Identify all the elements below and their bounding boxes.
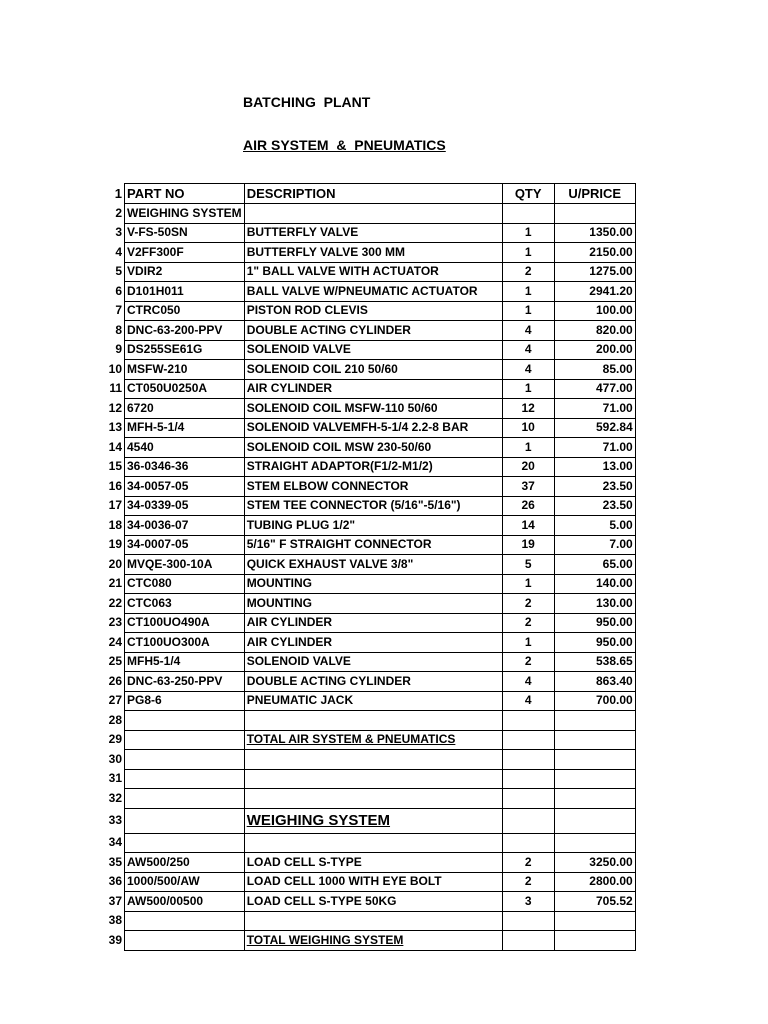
- table-row: [98, 438, 635, 458]
- unit-price-cell: 5.00: [554, 516, 635, 536]
- description-cell: [244, 789, 502, 809]
- qty-cell: 4: [502, 672, 554, 692]
- description-cell: TOTAL AIR SYSTEM & PNEUMATICS: [244, 730, 502, 750]
- unit-price-cell: 130.00: [554, 594, 635, 614]
- table-row: [98, 204, 635, 224]
- table-row: [98, 574, 635, 594]
- part-no-cell: 1000/500/AW: [125, 872, 245, 892]
- qty-cell: 1: [502, 243, 554, 263]
- part-no-cell: CT100UO490A: [125, 613, 245, 633]
- qty-cell: [502, 789, 554, 809]
- description-cell: BUTTERFLY VALVE: [244, 223, 502, 243]
- part-no-cell: WEIGHING SYSTEM: [125, 204, 245, 224]
- part-no-cell: DNC-63-200-PPV: [125, 321, 245, 341]
- description-cell: AIR CYLINDER: [244, 613, 502, 633]
- qty-cell: 2: [502, 652, 554, 672]
- qty-cell: 2: [502, 872, 554, 892]
- description-cell: 1" BALL VALVE WITH ACTUATOR: [244, 262, 502, 282]
- unit-price-cell: 2800.00: [554, 872, 635, 892]
- unit-price-cell: 23.50: [554, 496, 635, 516]
- row-number: 7: [115, 303, 122, 318]
- qty-cell: 2: [502, 594, 554, 614]
- part-no-cell: 34-0057-05: [125, 477, 245, 497]
- unit-price-cell: 950.00: [554, 613, 635, 633]
- row-number: 18: [108, 517, 122, 532]
- qty-cell: [502, 750, 554, 770]
- unit-price-cell: 1275.00: [554, 262, 635, 282]
- table-row: [98, 223, 635, 243]
- unit-price-cell: 200.00: [554, 340, 635, 360]
- description-cell: [244, 204, 502, 224]
- part-no-cell: 36-0346-36: [125, 457, 245, 477]
- unit-price-cell: 13.00: [554, 457, 635, 477]
- unit-price-cell: [554, 833, 635, 853]
- part-no-cell: [125, 833, 245, 853]
- qty-cell: 2: [502, 853, 554, 873]
- part-no-cell: 34-0339-05: [125, 496, 245, 516]
- unit-price-cell: 700.00: [554, 691, 635, 711]
- table-row: [98, 769, 635, 789]
- part-no-cell: CTC063: [125, 594, 245, 614]
- description-cell: LOAD CELL S-TYPE: [244, 853, 502, 873]
- description-cell: TOTAL WEIGHING SYSTEM: [244, 931, 502, 951]
- row-number: 12: [108, 400, 122, 415]
- row-number: 19: [108, 537, 122, 552]
- parts-table: [98, 183, 636, 951]
- qty-cell: 1: [502, 379, 554, 399]
- part-no-cell: V2FF300F: [125, 243, 245, 263]
- qty-cell: 4: [502, 360, 554, 380]
- unit-price-cell: [554, 911, 635, 931]
- part-no-cell: 6720: [125, 399, 245, 419]
- table-row: [98, 892, 635, 912]
- part-no-cell: DNC-63-250-PPV: [125, 672, 245, 692]
- description-cell: STRAIGHT ADAPTOR(F1/2-M1/2): [244, 457, 502, 477]
- unit-price-cell: 3250.00: [554, 853, 635, 873]
- table-row: [98, 872, 635, 892]
- part-no-cell: 34-0007-05: [125, 535, 245, 555]
- table-row: [98, 613, 635, 633]
- unit-price-cell: [554, 730, 635, 750]
- table-row: [98, 808, 635, 833]
- table-row: [98, 301, 635, 321]
- header-unit-price: U/PRICE: [554, 184, 635, 204]
- table-row: [98, 730, 635, 750]
- unit-price-cell: 140.00: [554, 574, 635, 594]
- row-number: 14: [108, 439, 122, 454]
- description-cell: [244, 911, 502, 931]
- description-cell: TUBING PLUG 1/2": [244, 516, 502, 536]
- part-no-cell: [125, 730, 245, 750]
- qty-cell: [502, 730, 554, 750]
- part-no-cell: 4540: [125, 438, 245, 458]
- description-cell: MOUNTING: [244, 594, 502, 614]
- table-row: [98, 399, 635, 419]
- qty-cell: 12: [502, 399, 554, 419]
- row-number: 17: [108, 498, 122, 513]
- table-row: [98, 243, 635, 263]
- table-row: [98, 711, 635, 731]
- row-number: 23: [108, 615, 122, 630]
- unit-price-cell: [554, 789, 635, 809]
- table-row: [98, 282, 635, 302]
- part-no-cell: CTRC050: [125, 301, 245, 321]
- table-row: [98, 262, 635, 282]
- unit-price-cell: 100.00: [554, 301, 635, 321]
- part-no-cell: PG8-6: [125, 691, 245, 711]
- document-title: BATCHING PLANT: [243, 94, 371, 110]
- row-number: 10: [108, 361, 122, 376]
- table-row: [98, 691, 635, 711]
- unit-price-cell: 65.00: [554, 555, 635, 575]
- parts-table-body: [98, 184, 635, 951]
- row-number: 5: [115, 264, 122, 279]
- table-row: [98, 321, 635, 341]
- unit-price-cell: 71.00: [554, 438, 635, 458]
- row-number: 37: [108, 893, 122, 908]
- table-row: [98, 535, 635, 555]
- description-cell: STEM TEE CONNECTOR (5/16"-5/16"): [244, 496, 502, 516]
- part-no-cell: MFH5-1/4: [125, 652, 245, 672]
- row-number: 24: [108, 634, 122, 649]
- description-cell: SOLENOID COIL 210 50/60: [244, 360, 502, 380]
- qty-cell: 1: [502, 223, 554, 243]
- unit-price-cell: 1350.00: [554, 223, 635, 243]
- part-no-cell: D101H011: [125, 282, 245, 302]
- unit-price-cell: 85.00: [554, 360, 635, 380]
- table-row: [98, 853, 635, 873]
- qty-cell: 4: [502, 321, 554, 341]
- description-cell: SOLENOID COIL MSW 230-50/60: [244, 438, 502, 458]
- description-cell: AIR CYLINDER: [244, 633, 502, 653]
- header-row: [98, 184, 635, 204]
- row-number: 6: [115, 283, 122, 298]
- table-row: [98, 652, 635, 672]
- table-row: [98, 672, 635, 692]
- qty-cell: 1: [502, 301, 554, 321]
- description-cell: SOLENOID VALVE: [244, 652, 502, 672]
- qty-cell: [502, 833, 554, 853]
- unit-price-cell: 2150.00: [554, 243, 635, 263]
- unit-price-cell: 705.52: [554, 892, 635, 912]
- description-cell: [244, 750, 502, 770]
- table-row: [98, 496, 635, 516]
- description-cell: LOAD CELL 1000 WITH EYE BOLT: [244, 872, 502, 892]
- unit-price-cell: 2941.20: [554, 282, 635, 302]
- qty-cell: [502, 931, 554, 951]
- qty-cell: 19: [502, 535, 554, 555]
- row-number: 30: [108, 751, 122, 766]
- part-no-cell: [125, 931, 245, 951]
- part-no-cell: CT050U0250A: [125, 379, 245, 399]
- row-number: 8: [115, 322, 122, 337]
- document-subtitle: AIR SYSTEM & PNEUMATICS: [243, 137, 446, 153]
- qty-cell: [502, 769, 554, 789]
- table-row: [98, 750, 635, 770]
- description-cell: 5/16" F STRAIGHT CONNECTOR: [244, 535, 502, 555]
- row-number: 13: [108, 420, 122, 435]
- row-number: 26: [108, 673, 122, 688]
- part-no-cell: MVQE-300-10A: [125, 555, 245, 575]
- description-cell: BALL VALVE W/PNEUMATIC ACTUATOR: [244, 282, 502, 302]
- qty-cell: [502, 711, 554, 731]
- qty-cell: 4: [502, 340, 554, 360]
- header-description: DESCRIPTION: [244, 184, 502, 204]
- table-row: [98, 516, 635, 536]
- part-no-cell: DS255SE61G: [125, 340, 245, 360]
- row-number: 28: [108, 712, 122, 727]
- qty-cell: 5: [502, 555, 554, 575]
- row-number: 29: [108, 732, 122, 747]
- table-row: [98, 340, 635, 360]
- table-row: [98, 379, 635, 399]
- part-no-cell: CTC080: [125, 574, 245, 594]
- row-number: 2: [115, 205, 122, 220]
- qty-cell: 20: [502, 457, 554, 477]
- table-row: [98, 633, 635, 653]
- description-cell: [244, 769, 502, 789]
- unit-price-cell: 950.00: [554, 633, 635, 653]
- description-cell: WEIGHING SYSTEM: [244, 808, 502, 833]
- qty-cell: [502, 808, 554, 833]
- unit-price-cell: [554, 711, 635, 731]
- part-no-cell: [125, 789, 245, 809]
- qty-cell: 1: [502, 438, 554, 458]
- table-row: [98, 789, 635, 809]
- qty-cell: [502, 911, 554, 931]
- qty-cell: 1: [502, 633, 554, 653]
- description-cell: SOLENOID VALVEMFH-5-1/4 2.2-8 BAR: [244, 418, 502, 438]
- row-number: 39: [108, 932, 122, 947]
- table-row: [98, 911, 635, 931]
- row-number: 38: [108, 913, 122, 928]
- row-number: 3: [115, 225, 122, 240]
- row-number: 36: [108, 874, 122, 889]
- unit-price-cell: 477.00: [554, 379, 635, 399]
- row-number: 33: [108, 813, 122, 827]
- part-no-cell: AW500/250: [125, 853, 245, 873]
- description-cell: AIR CYLINDER: [244, 379, 502, 399]
- part-no-cell: VDIR2: [125, 262, 245, 282]
- description-cell: DOUBLE ACTING CYLINDER: [244, 321, 502, 341]
- part-no-cell: CT100UO300A: [125, 633, 245, 653]
- row-number: 15: [108, 459, 122, 474]
- table-row: [98, 418, 635, 438]
- row-number: 31: [108, 771, 122, 786]
- unit-price-cell: 820.00: [554, 321, 635, 341]
- part-no-cell: [125, 769, 245, 789]
- qty-cell: 14: [502, 516, 554, 536]
- unit-price-cell: 863.40: [554, 672, 635, 692]
- description-cell: PNEUMATIC JACK: [244, 691, 502, 711]
- part-no-cell: [125, 911, 245, 931]
- unit-price-cell: [554, 750, 635, 770]
- description-cell: STEM ELBOW CONNECTOR: [244, 477, 502, 497]
- header-part-no: PART NO: [125, 184, 245, 204]
- part-no-cell: MSFW-210: [125, 360, 245, 380]
- part-no-cell: AW500/00500: [125, 892, 245, 912]
- qty-cell: 1: [502, 574, 554, 594]
- row-number: 27: [108, 693, 122, 708]
- description-cell: PISTON ROD CLEVIS: [244, 301, 502, 321]
- row-number: 9: [115, 342, 122, 357]
- row-number: 16: [108, 478, 122, 493]
- unit-price-cell: 7.00: [554, 535, 635, 555]
- description-cell: SOLENOID COIL MSFW-110 50/60: [244, 399, 502, 419]
- row-number: 25: [108, 654, 122, 669]
- qty-cell: 4: [502, 691, 554, 711]
- row-number: 1: [114, 186, 122, 201]
- part-no-cell: [125, 711, 245, 731]
- unit-price-cell: 538.65: [554, 652, 635, 672]
- row-number: 34: [108, 835, 122, 850]
- qty-cell: 26: [502, 496, 554, 516]
- part-no-cell: [125, 808, 245, 833]
- table-row: [98, 457, 635, 477]
- description-cell: MOUNTING: [244, 574, 502, 594]
- row-number: 4: [115, 244, 122, 259]
- unit-price-cell: [554, 931, 635, 951]
- table-row: [98, 477, 635, 497]
- unit-price-cell: [554, 808, 635, 833]
- qty-cell: [502, 204, 554, 224]
- row-number: 11: [109, 381, 122, 396]
- row-number: 32: [108, 790, 122, 805]
- description-cell: SOLENOID VALVE: [244, 340, 502, 360]
- part-no-cell: V-FS-50SN: [125, 223, 245, 243]
- part-no-cell: MFH-5-1/4: [125, 418, 245, 438]
- row-number: 22: [108, 595, 122, 610]
- unit-price-cell: 23.50: [554, 477, 635, 497]
- description-cell: DOUBLE ACTING CYLINDER: [244, 672, 502, 692]
- description-cell: [244, 833, 502, 853]
- qty-cell: 2: [502, 262, 554, 282]
- qty-cell: 37: [502, 477, 554, 497]
- unit-price-cell: [554, 204, 635, 224]
- row-number: 20: [108, 556, 122, 571]
- description-cell: [244, 711, 502, 731]
- qty-cell: 1: [502, 282, 554, 302]
- part-no-cell: [125, 750, 245, 770]
- header-qty: QTY: [502, 184, 554, 204]
- unit-price-cell: 71.00: [554, 399, 635, 419]
- row-number: 21: [108, 576, 122, 591]
- qty-cell: 2: [502, 613, 554, 633]
- qty-cell: 3: [502, 892, 554, 912]
- table-row: [98, 360, 635, 380]
- table-row: [98, 555, 635, 575]
- unit-price-cell: [554, 769, 635, 789]
- unit-price-cell: 592.84: [554, 418, 635, 438]
- table-row: [98, 931, 635, 951]
- row-number: 35: [108, 854, 122, 869]
- part-no-cell: 34-0036-07: [125, 516, 245, 536]
- table-row: [98, 594, 635, 614]
- description-cell: LOAD CELL S-TYPE 50KG: [244, 892, 502, 912]
- description-cell: QUICK EXHAUST VALVE 3/8": [244, 555, 502, 575]
- qty-cell: 10: [502, 418, 554, 438]
- description-cell: BUTTERFLY VALVE 300 MM: [244, 243, 502, 263]
- table-row: [98, 833, 635, 853]
